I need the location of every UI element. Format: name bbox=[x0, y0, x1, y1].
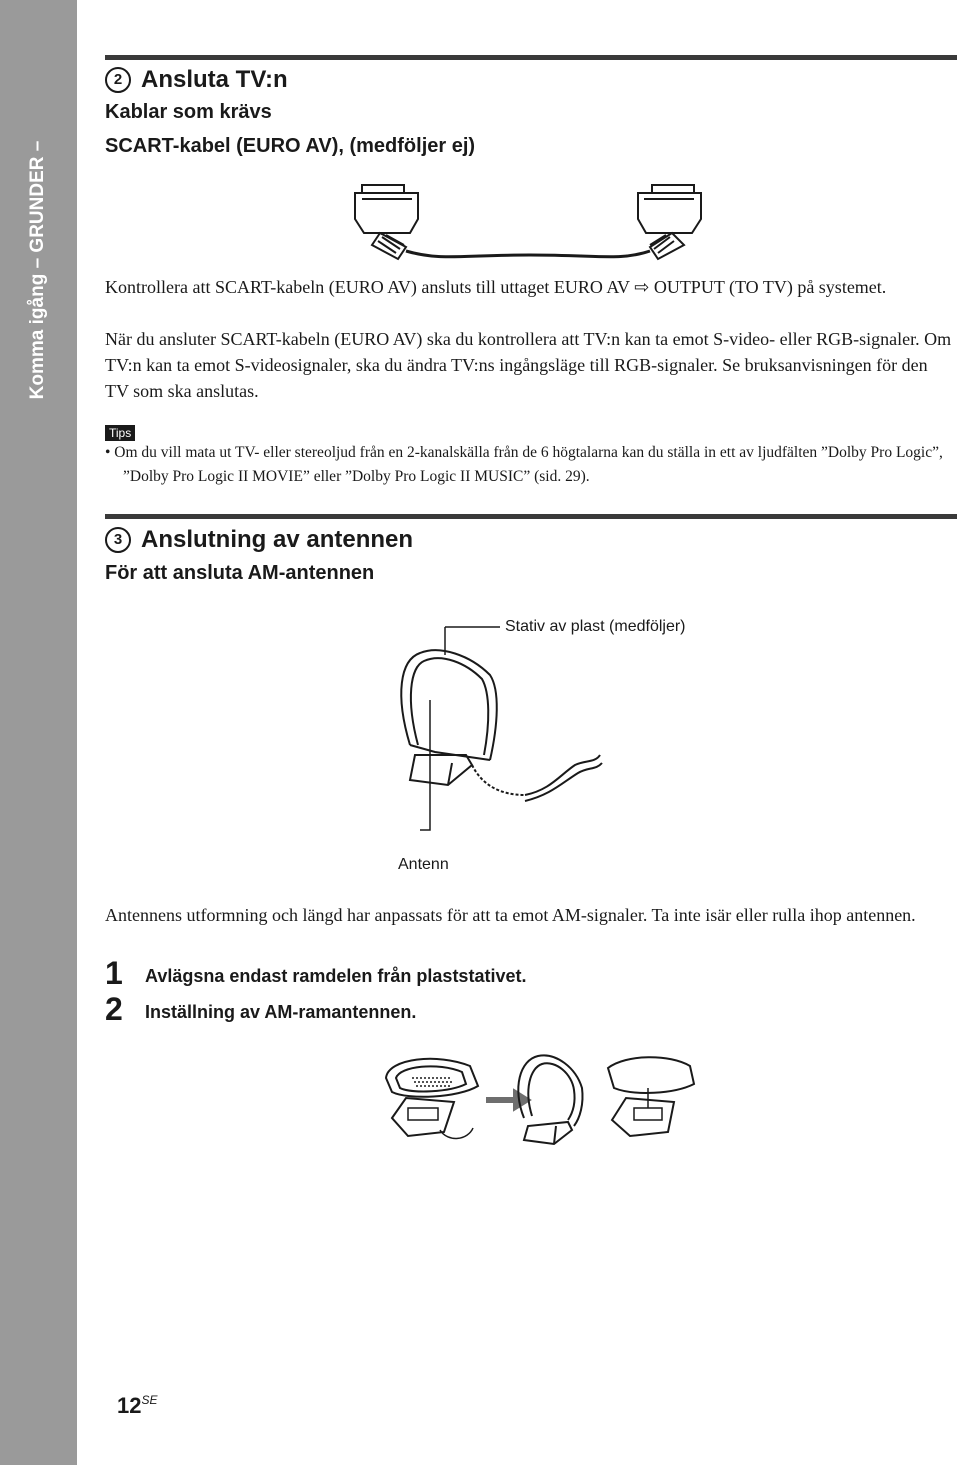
label-antenna: Antenn bbox=[398, 856, 449, 873]
section-rule-antenna bbox=[105, 514, 957, 519]
step-1-number: 1 bbox=[105, 955, 123, 991]
section-title-antenna: 3 Anslutning av antennen bbox=[105, 526, 413, 554]
antenna-setup-illustration bbox=[378, 1048, 698, 1148]
page-number: $12^{SE}$ bbox=[117, 1393, 158, 1418]
section-title-tv: 2 Ansluta TV:n bbox=[105, 66, 288, 94]
section-rule-tv bbox=[105, 55, 957, 60]
antenna-subheading: För att ansluta AM-antennen bbox=[105, 562, 375, 584]
side-tab bbox=[0, 0, 77, 1465]
step-1-text: Avlägsna endast ramdelen från plaststativet. bbox=[145, 966, 527, 986]
am-antenna-illustration bbox=[390, 615, 620, 865]
label-plastic-stand: Stativ av plast (medföljer) bbox=[505, 618, 686, 635]
antenna-paragraph: Antennens utformning och längd har anpassats för att ta emot AM-signaler. Ta inte isär eller rulla ihop antennen. bbox=[105, 905, 916, 925]
tips-text: • Om du vill mata ut TV- eller stereoljud från en 2-kanalskälla från de 6 högtalarna kan du ställa in ett av ljudfälten ”Dolby Pro Logic”, ”Dolby Pro Logic II MOVIE” eller ”Dolby Pro Logic II MUSIC” (sid. 29). bbox=[105, 444, 943, 485]
side-tab-label: Komma igång – GRUNDER – bbox=[27, 140, 48, 400]
tv-paragraph-1: Kontrollera att SCART-kabeln (EURO AV) ansluts till uttaget EURO AV ⇨ OUTPUT (TO TV) på systemet. bbox=[105, 277, 887, 297]
step-2-text: Inställning av AM-ramantennen. bbox=[145, 1002, 417, 1022]
scart-cable-illustration bbox=[350, 183, 710, 263]
tips-badge: Tips bbox=[105, 425, 135, 441]
step-2-number: 2 bbox=[105, 991, 123, 1027]
cable-name: SCART-kabel (EURO AV), (medföljer ej) bbox=[105, 135, 476, 157]
tv-paragraph-2: När du ansluter SCART-kabeln (EURO AV) ska du kontrollera att TV:n kan ta emot S-video- eller RGB-signaler. Om TV:n kan ta emot S-videosignaler, ska du ändra TV:ns ingångsläge till RGB-signaler. Se bruksanvisningen för den TV som ska anslutas. bbox=[105, 329, 952, 401]
section-number-antenna: 3 bbox=[105, 527, 131, 553]
cables-heading: Kablar som krävs bbox=[105, 101, 272, 123]
section-number-tv: 2 bbox=[105, 67, 131, 93]
